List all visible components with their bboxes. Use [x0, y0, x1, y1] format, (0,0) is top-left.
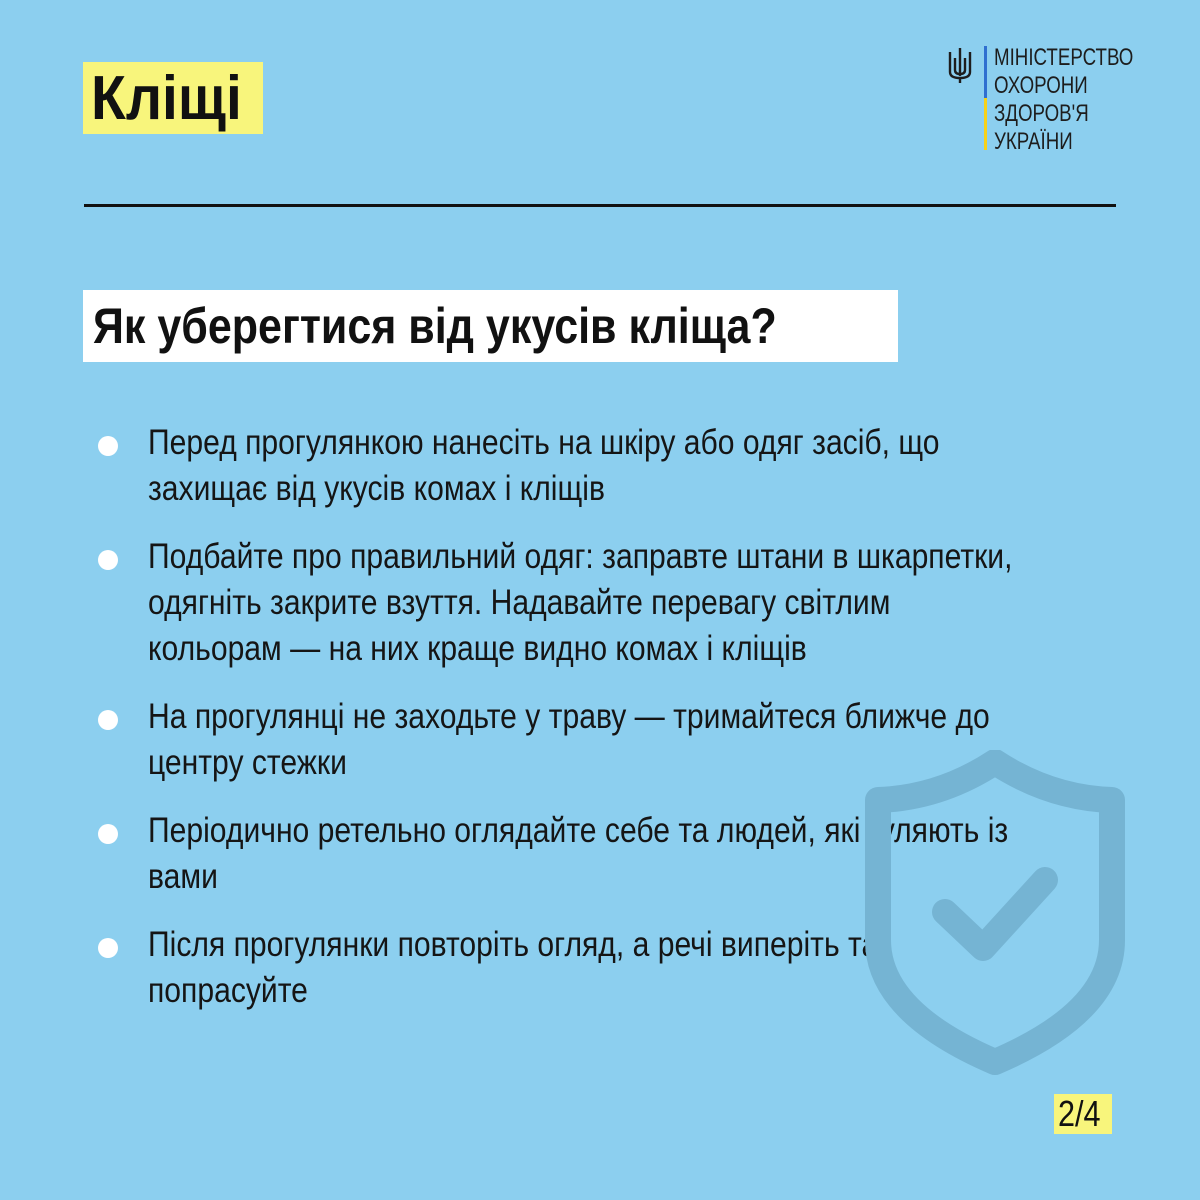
ministry-logo: [946, 44, 1134, 155]
shield-check-icon: [850, 750, 1130, 1080]
bullet-icon: [98, 550, 118, 570]
ministry-name-line: ЗДОРОВ'Я: [994, 100, 1089, 127]
ministry-name: [994, 44, 1133, 156]
page-indicator: [1054, 1094, 1112, 1134]
bullet-icon: [98, 824, 118, 844]
tip-text: На прогулянці не заходьте у траву — тримайтеся ближче до центру стежки: [148, 697, 990, 782]
list-item: [98, 420, 1058, 512]
list-item: [98, 534, 1058, 672]
logo-blue-bar: [984, 46, 987, 98]
ministry-name-line: ОХОРОНИ: [994, 72, 1088, 99]
section-heading-badge: [83, 290, 898, 362]
section-heading: Як уберегтися від укусів кліща?: [93, 298, 777, 354]
page-title: Кліщі: [91, 63, 242, 133]
tip-text: Перед прогулянкою нанесіть на шкіру або одяг засіб, що захищає від укусів комах і кліщів: [148, 423, 940, 508]
logo-yellow-bar: [984, 98, 987, 150]
ministry-name-line: МІНІСТЕРСТВО: [994, 44, 1134, 71]
title-badge: [83, 62, 263, 134]
page-indicator-text: 2/4: [1058, 1093, 1101, 1134]
bullet-icon: [98, 938, 118, 958]
bullet-icon: [98, 710, 118, 730]
tip-text: Після прогулянки повторіть огляд, а речі виперіть та попрасуйте: [148, 925, 879, 1010]
bullet-icon: [98, 436, 118, 456]
trident-icon: [946, 46, 974, 84]
ministry-name-line: УКРАЇНИ: [994, 128, 1073, 155]
tip-text: Періодично ретельно оглядайте себе та людей, які гуляють із вами: [148, 811, 1009, 896]
header-divider: [84, 204, 1116, 207]
tip-text: Подбайте про правильний одяг: заправте штани в шкарпетки, одягніть закрите взуття. Надавайте перевагу світлим кольорам — на них краще видно комах і кліщів: [148, 537, 1013, 668]
